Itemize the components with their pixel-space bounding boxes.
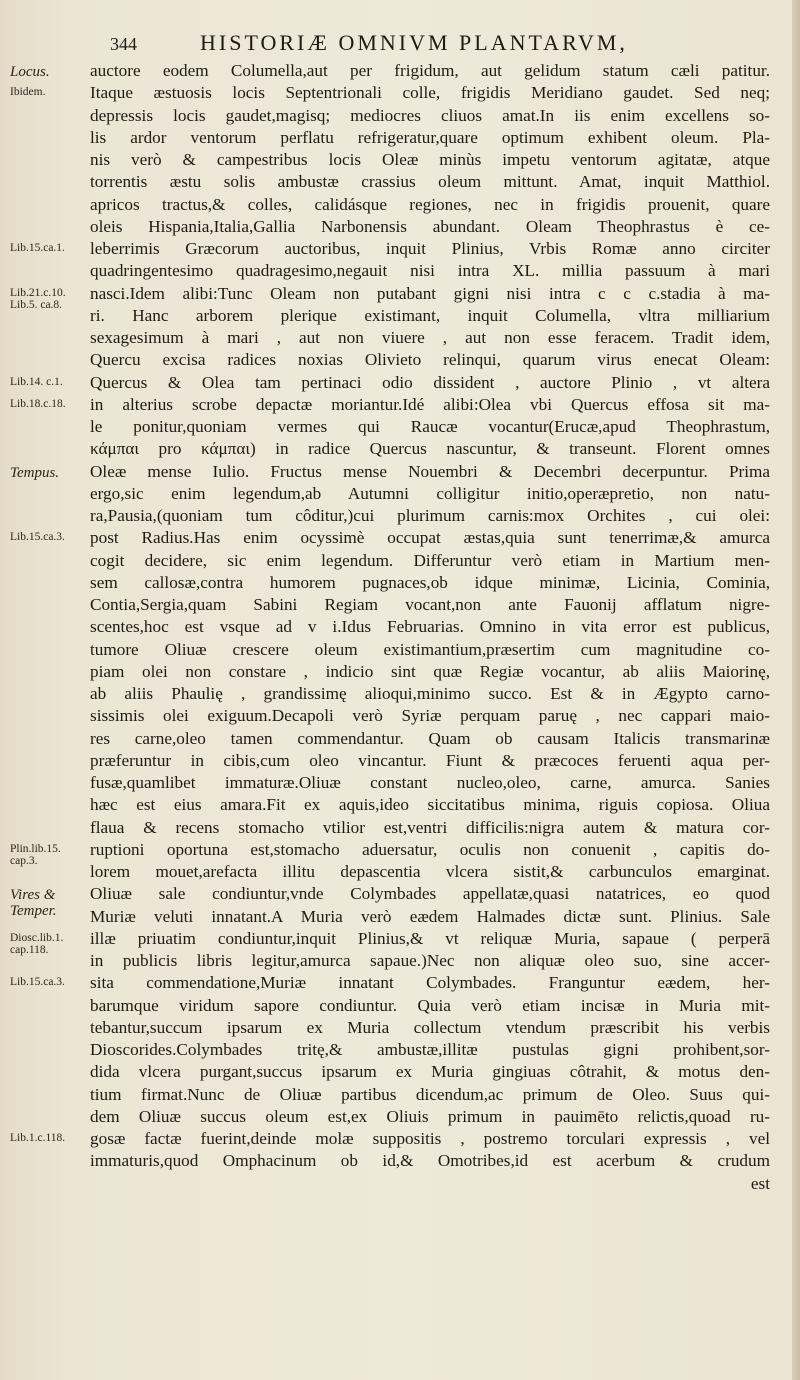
text-line: apricos tractus,& colles, calidásque regiones, nec in frigidis prouenit, quare <box>90 194 770 214</box>
text-line: ergo,sic enim legendum,ab Autumni colligitur initio,operæpretio, non natu- <box>90 483 770 503</box>
text-line: res carne,oleo tamen commendantur. Quam ob causam Italicis transmarinæ <box>90 728 770 748</box>
text-line: illæ priuatim condiuntur,inquit Plinius,& vt reliquæ Muria, sapaue ( perperā <box>90 928 770 948</box>
running-title: HISTORIÆ OMNIVM PLANTARVM, <box>200 30 628 55</box>
page-number: 344 <box>110 34 137 54</box>
margin-note: Plin.lib.15. cap.3. <box>10 842 61 867</box>
margin-note: Vires & Temper. <box>10 887 57 920</box>
text-line: κάμπαι pro κάμπαι) in radice Quercus nascuntur, & transeunt. Florent omnes <box>90 439 770 459</box>
text-line: Oliuæ sale condiuntur,vnde Colymbades appellatæ,quasi natatrices, eo quod <box>90 884 770 904</box>
margin-note: Lib.1.c.118. <box>10 1132 66 1144</box>
text-line: nasci.Idem alibi:Tunc Oleam non putabant gigni nisi intra c c c.stadia à ma- <box>90 283 770 303</box>
margin-note: Lib.15.ca.3. <box>10 531 65 544</box>
text-line: Itaque æstuosis locis Septentrionali colle, frigidis Meridiano gaudet. Sed neq; <box>90 83 770 103</box>
text-line: ra,Pausia,(quoniam tum côditur,)cui plurimum carnis:mox Orchites , cui olei: <box>90 506 770 525</box>
text-line: piam olei non constare , indicio sint quæ Regiæ vocantur, ab aliis Maiorinę, <box>90 661 770 681</box>
text-line: tumore Oliuæ crescere oleum existimantium,præsertim cum magnitudine co- <box>90 639 770 659</box>
text-line: Quercus & Olea tam pertinaci odio dissident , auctore Plinio , vt altera <box>90 372 770 392</box>
text-line: dem Oliuæ succus oleum est,ex Oliuis primum in pauimēto relictis,quoad ru- <box>90 1106 770 1126</box>
text-line: ri. Hanc arborem plerique existimant, inquit Columella, vltra milliarium <box>90 305 770 325</box>
catchword: est <box>750 1173 770 1193</box>
text-line: leberrimis Græcorum auctoribus, inquit Plinius, Vrbis Romæ anno circiter <box>90 239 770 258</box>
text-line: sissimis olei exiguum.Decapoli verò Syriæ perquam paruę , nec cappari maio- <box>90 706 770 726</box>
text-line: Quercu excisa radices noxias Olivieto relinqui, quarum virus enecat Oleam: <box>90 350 770 370</box>
text-line: ab aliis Phaulię , grandissimę alioqui,minimo succo. Est & in Ægypto carno- <box>90 684 770 703</box>
text-line: immaturis,quod Omphacinum ob id,& Omotribes,id est acerbum & crudum <box>90 1151 770 1171</box>
text-line: sexagesimum à mari , aut non viuere , aut non esse feracem. Tradit idem, <box>90 328 770 347</box>
text-line: cogit decidere, sic enim legendum. Differuntur verò etiam in Martium men- <box>90 550 770 570</box>
text-line: torrentis æstu solis ambustæ crassius oleum mittunt. Amat, inquit Matthiol. <box>90 172 770 192</box>
margin-note: Tempus. <box>10 464 60 481</box>
body-text <box>90 60 770 1195</box>
text-line: auctore eodem Columella,aut per frigidum, aut gelidum statum cæli patitur. <box>90 61 770 80</box>
margin-note: Diosc.lib.1. cap.118. <box>10 931 64 956</box>
text-line: præferuntur in cibis,cum oleo vincantur. Fiunt & præcoces feruenti aqua per- <box>90 750 770 770</box>
text-line: flaua & recens stomacho vtilior est,ventri difficilis:nigra autem & matura cor- <box>90 817 770 837</box>
text-line: Contia,Sergia,quam Sabini Regiam vocant,non ante Fauonij afflatum nigre- <box>90 595 770 614</box>
text-line: sita commendatione,Muriæ innatant Colymbades. Franguntur eædem, her- <box>90 973 770 993</box>
text-line: tium firmat.Nunc de Oliuæ partibus dicendum,ac primum de Oleo. Suus qui- <box>90 1084 770 1104</box>
text-line: barumque viridum sapore condiuntur. Quia verò etiam incisæ in Muria mit- <box>90 995 770 1015</box>
text-line: scentes,hoc est vsque ad v i.Idus Februarias. Omnino in vita error est publicus, <box>90 617 770 637</box>
text-line: quadringentesimo quadragesimo,negauit nisi intra XL. millia passuum à mari <box>90 261 770 281</box>
text-line: Muriæ veluti innatant.A Muria verò eædem Halmades dictæ sunt. Plinius. Sale <box>90 906 770 926</box>
text-line: lorem mouet,arefacta illitu depascentia vlcera sistit,& carbunculos emarginat. <box>90 862 770 881</box>
margin-note: Lib.21.c.10. Lib.5. ca.8. <box>10 286 66 311</box>
text-line: gosæ factæ fuerint,deinde molæ suppositis , postremo torculari expressis , vel <box>90 1129 770 1148</box>
text-line: Dioscorides.Colymbades tritę,& ambustæ,illitæ pustulas gigni prohibent,sor- <box>90 1040 770 1059</box>
text-line: lis ardor ventorum perflatu refrigeratur,quare optimum exhibent oleum. Pla- <box>90 127 770 147</box>
text-line: sem callosæ,contra humorem pugnaces,ob idque minimæ, Licinia, Cominia, <box>90 572 770 592</box>
text-line: ruptioni oportuna est,stomacho aduersatur, oculis non conuenit , capitis do- <box>90 839 770 859</box>
text-line: post Radius.Has enim ocyssimè occupat æstas,quia sunt tenerrimæ,& amurca <box>90 528 770 548</box>
text-line: tebantur,succum ipsarum ex Muria collectum vtendum præscribit his verbis <box>90 1017 770 1037</box>
margin-note: Lib.18.c.18. <box>10 397 66 410</box>
margin-note: Ibidem. <box>10 86 46 99</box>
text-line: in alterius scrobe depactæ moriantur.Idé alibi:Olea vbi Quercus effosa sit ma- <box>90 394 770 414</box>
margin-note: Lib.14. c.1. <box>10 375 63 388</box>
page-edge <box>792 0 800 1380</box>
text-line: in publicis libris legitur,amurca sapaue.)Nec non aliquæ oleo suo, sine accer- <box>90 951 770 970</box>
text-line: dida vlcera purgant,succus ipsarum ex Muria gingiuas côtrahit, & motus den- <box>90 1062 770 1082</box>
margin-note: Lib.15.ca.1. <box>10 242 65 254</box>
text-line: le ponitur,quoniam vermes qui Raucæ vocantur(Erucæ,apud Theophrastum, <box>90 417 770 436</box>
margin-note: Locus. <box>10 64 50 80</box>
text-line: nis verò & campestribus locis Oleæ minùs impetu ventorum agitatæ, atque <box>90 150 770 169</box>
margin-note: Lib.15.ca.3. <box>10 976 65 989</box>
text-line: oleis Hispania,Italia,Gallia Narbonensis abundant. Oleam Theophrastus è ce- <box>90 216 770 236</box>
text-line: Oleæ mense Iulio. Fructus mense Nouembri & Decembri decerpuntur. Prima <box>90 461 770 481</box>
text-line: depressis locis gaudet,magisq; mediocres cliuos amat.In iis enim excellens so- <box>90 105 770 125</box>
text-line: hæc est eius amara.Fit ex aquis,ideo siccitatibus minima, riguis copiosa. Oliua <box>90 795 770 815</box>
text-line: fusæ,quamlibet immaturæ.Oliuæ constant nucleo,oleo, carne, amurca. Sanies <box>90 773 770 792</box>
page-header <box>110 30 770 60</box>
